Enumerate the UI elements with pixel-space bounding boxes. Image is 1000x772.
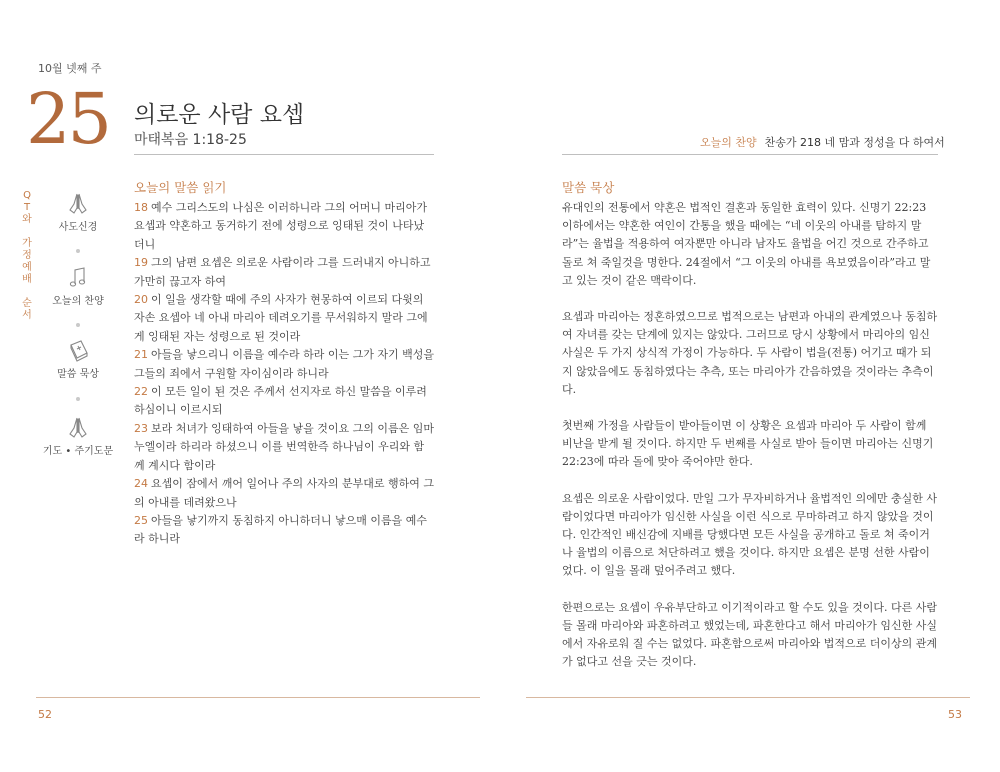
day-number: 25 bbox=[26, 78, 110, 160]
qt-order-vertical-label: Q T 와 가 정 예 배 순 서 bbox=[22, 190, 32, 321]
step-label: 기도 • 주기도문 bbox=[42, 446, 114, 457]
verse-text: 이 모든 일이 된 것은 주께서 선지자로 하신 말씀을 이루려 하심이니 이르시되 bbox=[134, 385, 427, 417]
today-hymn bbox=[700, 134, 945, 150]
meditation-paragraph: 요셉과 마리아는 정혼하였으므로 법적으로는 남편과 아내의 관계였으나 동침하여 자녀를 갖는 단계에 있지는 않았다. 그러므로 당시 상황에서 마리아의 임신 사실은 두 가지 상식적 가정이 가능하다. 두 사람이 법을(전통) 어기고 때가 되지 않았음에도 동침하였다는 추측, 또는 마리아가 간음하였을 것이라는 추측이다. bbox=[562, 310, 938, 396]
verse-text: 그의 남편 요셉은 의로운 사람이라 그를 드러내지 아니하고 가만히 끊고자 하여 bbox=[134, 256, 431, 288]
footer-rule-right bbox=[526, 697, 970, 698]
verse-number: 25 bbox=[134, 513, 148, 527]
verse-text: 아들을 낳으리니 이름을 예수라 하라 이는 그가 자기 백성을 그들의 죄에서 구원할 자이심이라 하니라 bbox=[134, 348, 434, 380]
step-divider-dot bbox=[76, 323, 80, 327]
reading-heading: 오늘의 말씀 읽기 bbox=[134, 180, 227, 195]
verse bbox=[134, 254, 434, 291]
verse-text: 요셉이 잠에서 깨어 일어나 주의 사자의 분부대로 행하여 그의 아내를 데려왔으나 bbox=[134, 477, 434, 509]
hymn-label: 오늘의 찬양 bbox=[700, 136, 757, 149]
meditation-paragraph: 첫번째 가정을 사람들이 받아들이면 이 상황은 요셉과 마리아 두 사람이 함께 비난을 받게 될 것이다. 하지만 두 번째를 사실로 받아 들이면 마리아는 신명기 22:23에 따라 돌에 맞아 죽어야만 한다. bbox=[562, 419, 934, 469]
verse bbox=[134, 420, 434, 475]
verse bbox=[134, 475, 434, 512]
meditation-body bbox=[562, 199, 938, 689]
page-number-left: 52 bbox=[38, 708, 52, 721]
verse-text: 보라 처녀가 잉태하여 아들을 낳을 것이요 그의 이름은 임마누엘이라 하리라 하셨으니 이를 번역한즉 하나님이 우리와 함께 계시다 함이라 bbox=[134, 421, 434, 472]
verse-number: 19 bbox=[134, 256, 148, 270]
verse-number: 20 bbox=[134, 293, 148, 307]
page-number-right: 53 bbox=[948, 708, 962, 721]
right-title-rule bbox=[562, 154, 938, 155]
verse bbox=[134, 199, 434, 254]
footer-rule-left bbox=[36, 697, 480, 698]
step-hymn bbox=[38, 266, 118, 307]
step-divider-dot bbox=[76, 397, 80, 401]
verse-number: 18 bbox=[134, 201, 148, 214]
verse-text: 아들을 낳기까지 동침하지 아니하더니 낳으매 이름을 예수라 하니라 bbox=[134, 513, 428, 546]
verse bbox=[134, 291, 434, 346]
praying-hands-icon bbox=[65, 192, 91, 216]
step-label: 말씀 묵상 bbox=[57, 369, 99, 380]
verse-number: 21 bbox=[134, 348, 148, 362]
verse-number: 22 bbox=[134, 385, 148, 399]
meditation-paragraph: 한편으로는 요셉이 우유부단하고 이기적이라고 할 수도 있을 것이다. 다른 사람들 몰래 마리아와 파혼하려고 했었는데, 파혼한다고 해서 마리아가 임신한 사실에서 자유로워 질 수는 없었다. 파혼함으로써 마리아와 법적으로 더이상의 관계가 없다고 선을 긋는 것이다. bbox=[562, 600, 937, 669]
meditation-paragraph: 유대인의 전통에서 약혼은 법적인 결혼과 동일한 효력이 있다. 신명기 22:23 이하에서는 약혼한 여인이 간통을 했을 때에는 “네 이웃의 아내를 탐하지 말라”는 율법을 적용하여 여자뿐만 아니라 남자도 율법을 어긴 것으로 간주하고 돌로 쳐 죽일것을 명한다. 24절에서 “그 이웃의 아내를 욕보였음이라”라고 말고 있는 것이 같은 맥락이다. bbox=[562, 201, 931, 287]
verse bbox=[134, 346, 434, 383]
left-title-rule bbox=[134, 154, 434, 155]
page-title: 의로운 사람 요셉 bbox=[134, 102, 305, 128]
verse-number: 24 bbox=[134, 477, 148, 491]
step-label: 오늘의 찬양 bbox=[52, 296, 104, 307]
verse-list bbox=[134, 199, 434, 549]
step-creed bbox=[38, 192, 118, 233]
verse bbox=[134, 512, 434, 549]
week-label: 10월 넷째 주 bbox=[38, 62, 102, 75]
verse-text: 이 일을 생각할 때에 주의 사자가 현몽하여 이르되 다윗의 자손 요셉아 네 아내 마리아 데려오기를 무서워하지 말라 그에게 잉태된 자는 성령으로 된 것이라 bbox=[134, 293, 428, 343]
step-label: 사도신경 bbox=[58, 222, 98, 233]
step-divider-dot bbox=[76, 249, 80, 253]
verse-text: 예수 그리스도의 나심은 이러하니라 그의 어머니 마리아가 요셉과 약혼하고 동거하기 전에 성령으로 잉태된 것이 나타났더니 bbox=[134, 201, 428, 251]
meditation-heading: 말씀 묵상 bbox=[562, 180, 615, 195]
verse bbox=[134, 383, 434, 420]
step-meditation bbox=[38, 339, 118, 380]
music-note-icon bbox=[65, 266, 91, 290]
hymn-text: 찬송가 218 네 맘과 정성을 다 하여서 bbox=[764, 136, 945, 149]
praying-hands-icon bbox=[65, 416, 91, 440]
meditation-paragraph: 요셉은 의로운 사람이었다. 만일 그가 무자비하거나 율법적인 의에만 충실한 사람이었다면 마리아가 임신한 사실을 이런 식으로 무마하려고 하지 않았을 것이다. 인간적인 배신감에 지배를 당했다면 모든 사실을 공개하고 돌로 쳐 죽이거나 율법의 이름으로 처단하려고 했을 것이다. 하지만 요셉은 분명 선한 사람이었다. 이 일을 몰래 덮어주려고 했다. bbox=[562, 491, 937, 578]
step-prayer bbox=[38, 416, 118, 457]
bible-icon bbox=[65, 339, 91, 363]
verse-number: 23 bbox=[134, 421, 148, 435]
scripture-reference: 마태복음 1:18-25 bbox=[134, 132, 247, 148]
